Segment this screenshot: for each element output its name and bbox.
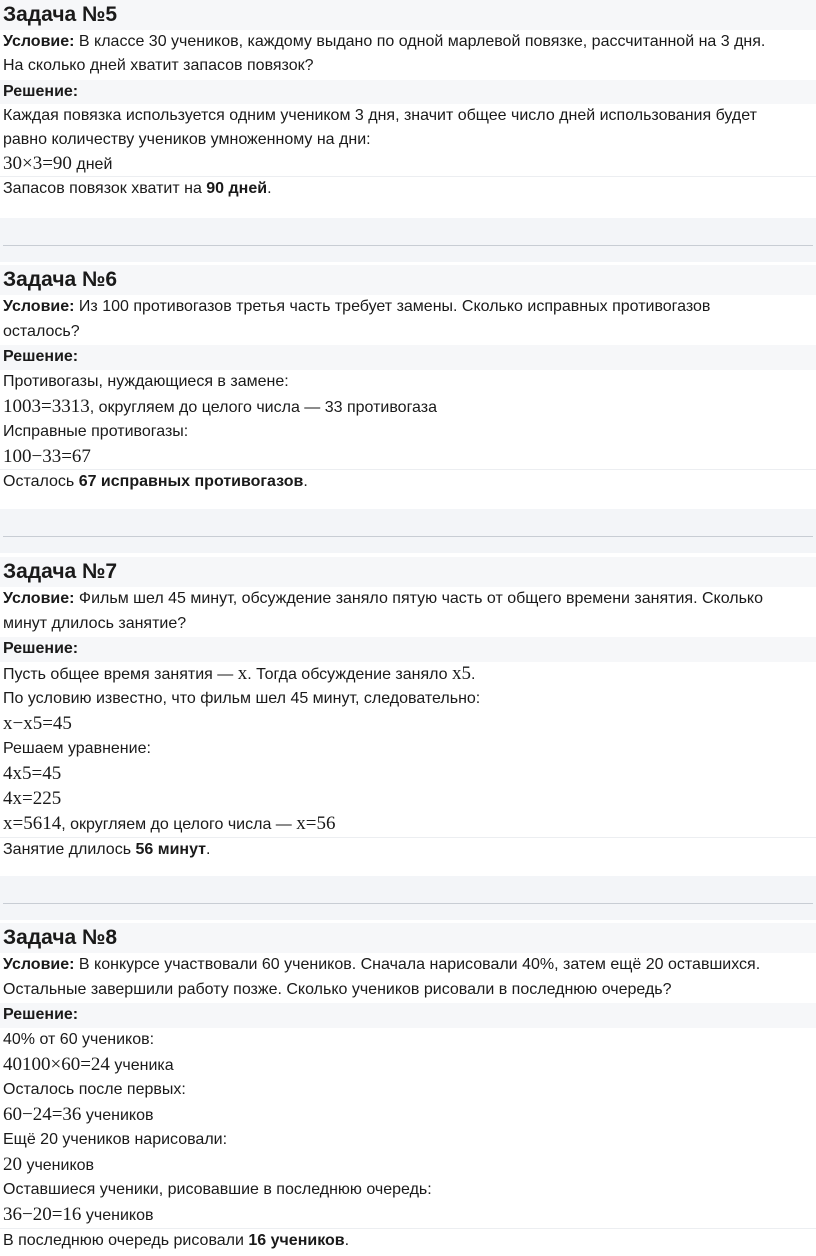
- answer-text: Запасов повязок хватит на: [3, 180, 207, 197]
- task-6-solution-line-1: Противогазы, нуждающиеся в замене:: [3, 373, 289, 390]
- separator-line: [3, 903, 813, 904]
- task-5: [0, 0, 816, 205]
- answer-period: .: [303, 473, 308, 490]
- task-8-condition-text: В конкурсе участвовали 60 учеников. Сначала нарисовали 40%, затем ещё 20 оставшихся.: [74, 956, 761, 973]
- task-6-solution-label: Решение:: [0, 345, 816, 370]
- task-7-condition-text: Фильм шел 45 минут, обсуждение заняло пятую часть от общего времени занятия. Сколько: [74, 590, 764, 607]
- task-8-math-1: [0, 1053, 816, 1078]
- task-6-condition-cont: осталось?: [3, 323, 80, 340]
- task-5-math-1: [0, 152, 816, 177]
- separator: [0, 218, 816, 262]
- task-5-solution-label: Решение:: [0, 80, 816, 104]
- task-6-math-1: [0, 395, 816, 420]
- task-7-solution-line-3: Решаем уравнение:: [3, 740, 151, 757]
- task-7-answer: [0, 838, 816, 865]
- answer-value: 90 дней: [206, 180, 268, 197]
- task-7-math-3: [0, 787, 816, 812]
- answer-text: В последнюю очередь рисовали: [3, 1232, 249, 1249]
- separator-line: [3, 536, 813, 537]
- formula-tail: учеников: [81, 1107, 154, 1124]
- formula: 30×3=90: [3, 153, 72, 174]
- task-6-condition: [0, 295, 816, 320]
- task-7-math-2: [0, 762, 816, 787]
- separator-line: [3, 245, 813, 246]
- task-5-answer: [0, 177, 816, 205]
- formula: 36−20=16: [3, 1204, 82, 1225]
- formula-tail: ученика: [109, 1057, 174, 1074]
- answer-value: 16 учеников: [248, 1232, 345, 1249]
- task-8-answer: [0, 1229, 816, 1256]
- formula: x=56: [296, 813, 336, 834]
- condition-label: Условие:: [3, 956, 75, 973]
- task-8-title: Задача №8: [0, 923, 816, 953]
- formula: 20: [3, 1154, 22, 1175]
- text: . Тогда обсуждение заняло: [247, 666, 453, 683]
- task-8-solution-line-1: 40% от 60 учеников:: [3, 1031, 155, 1048]
- formula-tail: дней: [71, 156, 113, 173]
- formula: 4x=225: [3, 788, 62, 809]
- task-8-condition: [0, 953, 816, 978]
- formula: 40100×60=24: [3, 1054, 110, 1075]
- formula-tail: учеников: [22, 1157, 95, 1174]
- task-7-solution-label: Решение:: [0, 637, 816, 662]
- task-7: [0, 557, 816, 865]
- task-8-solution-line-2: Осталось после первых:: [3, 1081, 186, 1098]
- answer-period: .: [206, 841, 211, 858]
- condition-label: Условие:: [3, 33, 75, 50]
- formula-tail: учеников: [81, 1207, 154, 1224]
- formula: 60−24=36: [3, 1104, 82, 1125]
- condition-label: Условие:: [3, 298, 75, 315]
- task-8-solution-line-4: Оставшиеся ученики, рисовавшие в последнюю очередь:: [3, 1181, 432, 1198]
- formula: x−x5=45: [3, 713, 72, 734]
- formula-tail: , округляем до целого числа —: [61, 816, 297, 833]
- condition-label: Условие:: [3, 590, 75, 607]
- task-6-math-2: [0, 445, 816, 470]
- task-5-title: Задача №5: [0, 0, 816, 30]
- formula: 1003=3313: [3, 396, 90, 417]
- task-8-solution-label: Решение:: [0, 1003, 816, 1028]
- task-8-math-4: [0, 1203, 816, 1229]
- task-7-condition-cont: минут длилось занятие?: [3, 615, 187, 632]
- formula: x: [237, 663, 248, 684]
- answer-value: 56 минут: [135, 841, 206, 858]
- answer-period: .: [267, 180, 272, 197]
- task-8-math-3: [0, 1153, 816, 1178]
- formula: 4x5=45: [3, 763, 62, 784]
- task-6-answer: [0, 470, 816, 498]
- task-7-title: Задача №7: [0, 557, 816, 587]
- task-8-condition-cont: Остальные завершили работу позже. Сколько учеников рисовали в последнюю очередь?: [3, 981, 672, 998]
- formula-tail: , округляем до целого числа — 33 противогаза: [89, 399, 437, 416]
- formula: x5: [452, 663, 472, 684]
- task-6-condition-text: Из 100 противогазов третья часть требует замены. Сколько исправных противогазов: [74, 298, 711, 315]
- task-7-condition: [0, 587, 816, 612]
- task-8-solution-line-3: Ещё 20 учеников нарисовали:: [3, 1131, 228, 1148]
- answer-value: 67 исправных противогазов: [78, 473, 304, 490]
- task-6-solution-line-2: Исправные противогазы:: [3, 423, 189, 440]
- task-8-math-2: [0, 1103, 816, 1128]
- task-7-math-4: [0, 812, 816, 838]
- text: Пусть общее время занятия —: [3, 666, 238, 683]
- task-5-condition: [0, 30, 816, 54]
- task-5-condition-text: В классе 30 учеников, каждому выдано по одной марлевой повязке, рассчитанной на 3 дня.: [74, 33, 766, 50]
- separator: [0, 509, 816, 553]
- formula: 100−33=67: [3, 446, 91, 467]
- task-7-solution-line-2: По условию известно, что фильм шел 45 минут, следовательно:: [3, 690, 481, 707]
- task-5-condition-cont: На сколько дней хватит запасов повязок?: [3, 57, 314, 74]
- answer-text: Осталось: [3, 473, 79, 490]
- task-7-math-1: [0, 712, 816, 737]
- text: .: [471, 666, 476, 683]
- task-7-solution-line-1: [0, 662, 816, 687]
- answer-text: Занятие длилось: [3, 841, 136, 858]
- separator: [0, 876, 816, 920]
- answer-period: .: [344, 1232, 350, 1249]
- task-6: [0, 265, 816, 498]
- task-5-solution-line-2: равно количеству учеников умноженному на дни:: [3, 131, 371, 148]
- formula: x=5614: [3, 813, 62, 834]
- task-6-title: Задача №6: [0, 265, 816, 295]
- task-5-solution-line-1: Каждая повязка используется одним учеником 3 дня, значит общее число дней использования будет: [3, 107, 757, 124]
- task-8: [0, 923, 816, 1256]
